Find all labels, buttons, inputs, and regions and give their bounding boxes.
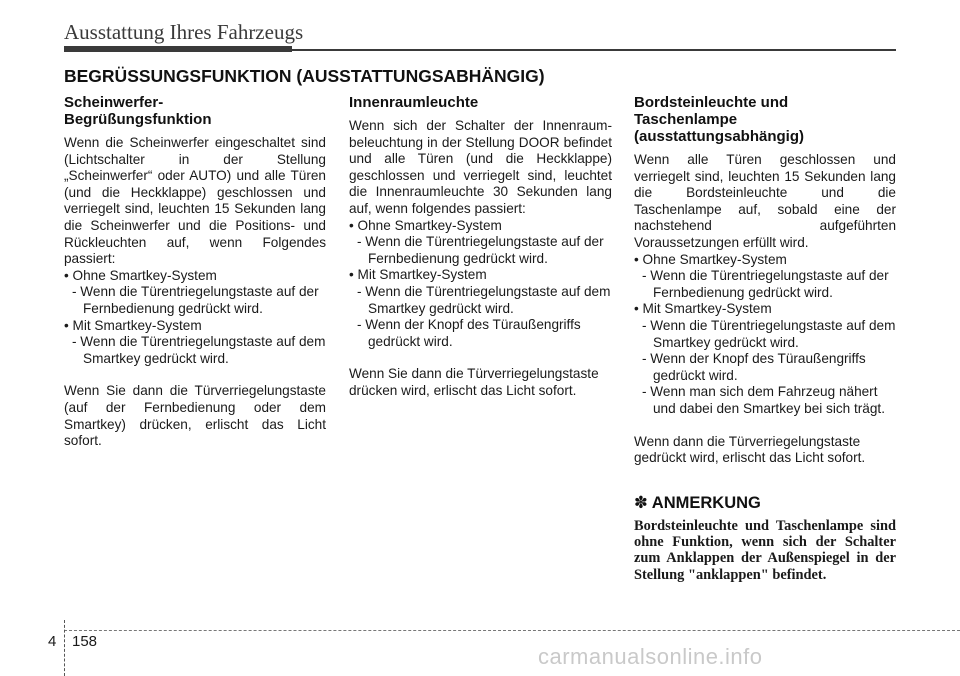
column-headlight-welcome xyxy=(64,94,326,450)
chapter-header-title: Ausstattung Ihres Fahrzeugs xyxy=(64,20,304,44)
bullet-item: • Ohne Smartkey-System xyxy=(349,217,502,233)
bullet-item: • Mit Smartkey-System xyxy=(349,267,487,283)
column-heading: Innenraumleuchte xyxy=(349,94,479,111)
page-number: 158 xyxy=(72,633,98,650)
column-interior-light xyxy=(349,94,612,400)
column-heading xyxy=(634,94,896,145)
footer-rule xyxy=(64,630,960,631)
note-text: Bordsteinleuchte und Taschenlampe sind ohne Funktion, wenn sich der Schalter zum Anklappen der Außenspiegel in der Stellung "anklappen" befindet. xyxy=(634,517,896,583)
intro-paragraph: Wenn sich der Schalter der Innenraum-beleuchtung in der Stellung DOOR befindet und alle Türen (und die Heckklappe) geschlossen und verriegelt sind, leuchtet die Innenraumleuchte 30 Sekunden lang auf, wenn folgendes passiert: xyxy=(349,118,612,216)
dash-item: - Wenn die Türentriegelungstaste auf der Fernbedienung gedrückt wird. xyxy=(357,234,604,266)
dash-item: - Wenn die Türentriegelungstaste auf dem Smartkey gedrückt wird. xyxy=(357,283,611,316)
chapter-number: 4 xyxy=(48,633,57,650)
heading-line: Taschenlampe xyxy=(634,111,738,128)
dash-item: - Wenn der Knopf des Türaußengriffs gedrückt wird. xyxy=(357,317,581,349)
bullet-item: • Ohne Smartkey-System xyxy=(634,251,787,267)
outro-paragraph: Wenn Sie dann die Türverriegelungstaste (auf der Fernbedienung oder dem Smartkey) drücken, erlischt das Licht sofort. xyxy=(64,383,326,449)
dash-item: - Wenn der Knopf des Türaußengriffs gedrückt wird. xyxy=(642,351,866,383)
heading-line: Bordsteinleuchte und xyxy=(634,94,789,111)
dash-item: - Wenn die Türentriegelungstaste auf der Fernbedienung gedrückt wird. xyxy=(72,284,319,316)
outro-paragraph: Wenn dann die Türverriegelungstaste gedrückt wird, erlischt das Licht sofort. xyxy=(634,433,866,466)
heading-line: Scheinwerfer- xyxy=(64,94,164,111)
watermark: carmanualsonline.info xyxy=(538,644,763,669)
column-curb-light xyxy=(634,94,896,583)
bullet-item: • Mit Smartkey-System xyxy=(64,317,202,333)
dash-item: - Wenn man sich dem Fahrzeug nähert und dabei den Smartkey bei sich trägt. xyxy=(642,384,885,416)
dash-item: - Wenn die Türentriegelungstaste auf der Fernbedienung gedrückt wird. xyxy=(642,268,889,300)
dash-item: - Wenn die Türentriegelungstaste auf dem Smartkey gedrückt wird. xyxy=(72,334,326,366)
dash-item: - Wenn die Türentriegelungstaste auf dem Smartkey gedrückt wird. xyxy=(642,317,896,350)
intro-paragraph: Wenn die Scheinwerfer eingeschaltet sind (Lichtschalter in der Stellung „Scheinwerfer“ oder AUTO) und alle Türen (und die Heckklappe) geschlossen und verriegelt sind, leuchten 15 Sekunden lang die Scheinwerfer und die Positions- und Rückleuchten auf, wenn Folgendes passiert: xyxy=(64,135,326,267)
heading-line: Begrüßungsfunktion xyxy=(64,111,212,128)
footer-divider xyxy=(64,620,65,676)
header-rule xyxy=(64,49,896,51)
bullet-item: • Mit Smartkey-System xyxy=(634,301,772,317)
bullet-item: • Ohne Smartkey-System xyxy=(64,267,217,283)
outro-paragraph: Wenn Sie dann die Türverriegelungstaste drücken wird, erlischt das Licht sofort. xyxy=(349,366,599,398)
intro-paragraph: Wenn alle Türen geschlossen und verriegelt sind, leuchten 15 Sekunden lang die Bordsteinleuchte und die Taschenlampe auf, sobald eine der nachstehend aufgeführten Voraussetzungen erfüllt wird. xyxy=(634,152,896,250)
section-title: BEGRÜSSUNGSFUNKTION (AUSSTATTUNGSABHÄNGIG) xyxy=(64,66,545,86)
column-heading xyxy=(64,94,326,128)
heading-line: (ausstattungsabhängig) xyxy=(634,128,805,145)
note-heading: ✽ ANMERKUNG xyxy=(634,493,761,512)
